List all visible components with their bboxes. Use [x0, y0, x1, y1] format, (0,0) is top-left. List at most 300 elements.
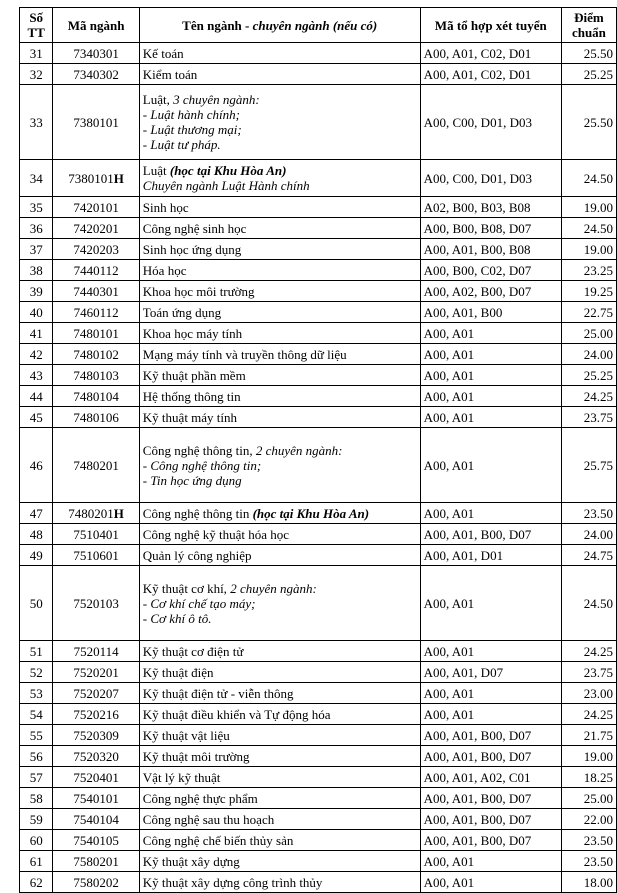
- code-text: 7480101: [73, 325, 119, 341]
- cell-code: [53, 260, 139, 281]
- cell-stt: [20, 545, 53, 566]
- name-line: [143, 443, 417, 458]
- cell-name: [139, 704, 420, 725]
- score-text: 22.00: [583, 811, 613, 827]
- name-count: 3 chuyên ngành:: [173, 92, 260, 107]
- name-main: Công nghệ kỹ thuật hóa học: [142, 526, 290, 542]
- score-text: 23.25: [583, 262, 613, 278]
- name-main: Quản lý công nghiệp: [142, 547, 252, 563]
- cell-code: [53, 281, 139, 302]
- stt-text: 36: [29, 220, 43, 236]
- cell-combo: [420, 428, 561, 503]
- cell-code: [53, 428, 139, 503]
- cell-stt: [20, 872, 53, 893]
- name-main: Kỹ thuật điện: [142, 664, 214, 680]
- stt-text: 45: [29, 409, 43, 425]
- table-row: [20, 365, 617, 386]
- name-sub-line: - Cơ khí ô tô.: [142, 610, 212, 626]
- combo-text: A00, A01, B00, D07: [423, 832, 532, 848]
- cell-combo: [420, 239, 561, 260]
- cell-stt: [20, 566, 53, 641]
- table-row: [20, 545, 617, 566]
- cell-score: [561, 683, 616, 704]
- cell-code: [53, 85, 139, 160]
- cell-stt: [20, 683, 53, 704]
- code-suffix: H: [113, 170, 124, 186]
- cell-combo: [420, 566, 561, 641]
- cell-code: [53, 365, 139, 386]
- name-sub-line: Chuyên ngành Luật Hành chính: [142, 178, 310, 193]
- cell-stt: [20, 428, 53, 503]
- cell-score: [561, 704, 616, 725]
- code-text: 7520320: [73, 748, 119, 764]
- cell-combo: [420, 218, 561, 239]
- table-row: [20, 407, 617, 428]
- cell-score: [561, 767, 616, 788]
- cell-code: [53, 641, 139, 662]
- code-text: 7510601: [73, 547, 119, 563]
- name-main: Khoa học môi trường: [142, 283, 255, 299]
- stt-text: 57: [29, 769, 43, 785]
- cell-stt: [20, 218, 53, 239]
- cell-combo: [420, 641, 561, 662]
- stt-text: 48: [29, 526, 43, 542]
- combo-text: A00, A01: [423, 874, 475, 890]
- table-row: [20, 524, 617, 545]
- stt-text: 43: [29, 367, 43, 383]
- cell-stt: [20, 43, 53, 64]
- score-text: 25.00: [583, 790, 613, 806]
- stt-text: 37: [29, 241, 43, 257]
- score-text: 19.00: [583, 241, 613, 257]
- cell-name: [139, 872, 420, 893]
- cell-code: [53, 239, 139, 260]
- cell-name: [139, 407, 420, 428]
- combo-text: A00, A01: [423, 367, 475, 383]
- name-main: Luật: [142, 163, 170, 178]
- cell-stt: [20, 524, 53, 545]
- name-campus: (học tại Khu Hòa An): [252, 505, 370, 521]
- cell-combo: [420, 365, 561, 386]
- header-stt: Số TT: [20, 8, 53, 43]
- cell-name: [139, 428, 420, 503]
- stt-text: 34: [29, 170, 43, 186]
- table-row: [20, 302, 617, 323]
- name-main: Kỹ thuật môi trường: [142, 748, 250, 764]
- cell-combo: [420, 809, 561, 830]
- cell-name: [139, 524, 420, 545]
- cell-score: [561, 428, 616, 503]
- cell-stt: [20, 851, 53, 872]
- cell-stt: [20, 281, 53, 302]
- name-main: Khoa học máy tính: [142, 325, 243, 341]
- cell-stt: [20, 302, 53, 323]
- cell-name: [139, 830, 420, 851]
- name-count: 2 chuyên ngành:: [255, 442, 343, 458]
- combo-text: A00, C00, D01, D03: [423, 170, 532, 186]
- stt-text: 49: [29, 547, 43, 563]
- cell-score: [561, 239, 616, 260]
- code-text: 7480103: [73, 367, 119, 383]
- score-text: 23.50: [583, 505, 613, 521]
- code-text: 7520216: [73, 706, 119, 722]
- name-main: Mạng máy tính và truyền thông dữ liệu: [142, 346, 347, 362]
- cell-code: [53, 302, 139, 323]
- cell-stt: [20, 503, 53, 524]
- score-text: 24.25: [583, 643, 613, 659]
- score-text: 24.50: [583, 220, 613, 236]
- table-row: [20, 428, 617, 503]
- name-main: Vật lý kỹ thuật: [142, 769, 221, 785]
- cell-score: [561, 407, 616, 428]
- score-text: 24.00: [583, 526, 613, 542]
- cell-name: [139, 218, 420, 239]
- cell-stt: [20, 641, 53, 662]
- name-sub-line: - Tin học ứng dụng: [142, 472, 242, 488]
- cell-score: [561, 302, 616, 323]
- name-main: Luật,: [142, 92, 174, 107]
- code-text: 7440112: [73, 262, 119, 278]
- score-text: 24.75: [583, 547, 613, 563]
- cell-name: [139, 302, 420, 323]
- name-main: Kỹ thuật điện tử - viễn thông: [142, 685, 294, 701]
- cell-score: [561, 281, 616, 302]
- score-text: 18.00: [583, 874, 613, 890]
- stt-text: 33: [29, 114, 43, 130]
- cell-score: [561, 386, 616, 407]
- cell-name: [139, 239, 420, 260]
- cell-combo: [420, 43, 561, 64]
- score-text: 23.50: [583, 832, 613, 848]
- cell-combo: [420, 662, 561, 683]
- cell-code: [53, 503, 139, 524]
- header-code: Mã ngành: [53, 8, 139, 43]
- combo-text: A00, A01, D07: [423, 664, 504, 680]
- cell-name: [139, 503, 420, 524]
- combo-text: A00, A01: [423, 505, 475, 521]
- table-row: [20, 662, 617, 683]
- score-text: 25.25: [583, 66, 613, 82]
- table-row: [20, 704, 617, 725]
- score-text: 25.50: [583, 114, 613, 130]
- cell-score: [561, 85, 616, 160]
- table-row: [20, 218, 617, 239]
- cell-code: [53, 704, 139, 725]
- cell-combo: [420, 407, 561, 428]
- cell-name: [139, 344, 420, 365]
- stt-text: 38: [29, 262, 43, 278]
- code-text: 7440301: [73, 283, 119, 299]
- cell-combo: [420, 302, 561, 323]
- name-main: Sinh học ứng dụng: [142, 241, 242, 257]
- admission-score-table: [19, 7, 617, 893]
- cell-stt: [20, 830, 53, 851]
- stt-text: 58: [29, 790, 43, 806]
- score-text: 25.50: [583, 45, 613, 61]
- stt-text: 41: [29, 325, 43, 341]
- cell-score: [561, 641, 616, 662]
- cell-code: [53, 160, 139, 197]
- cell-combo: [420, 683, 561, 704]
- cell-code: [53, 43, 139, 64]
- code-text: 7520207: [73, 685, 119, 701]
- cell-name: [139, 788, 420, 809]
- name-sub-line: - Luật tư pháp.: [142, 137, 221, 152]
- table-row: [20, 260, 617, 281]
- name-main: Kiểm toán: [142, 66, 198, 82]
- name-main: Kế toán: [142, 45, 184, 61]
- table-row: [20, 566, 617, 641]
- cell-score: [561, 160, 616, 197]
- cell-combo: [420, 281, 561, 302]
- code-text: 7520103: [73, 595, 119, 611]
- table-row: [20, 641, 617, 662]
- cell-stt: [20, 809, 53, 830]
- cell-combo: [420, 830, 561, 851]
- score-text: 23.75: [583, 664, 613, 680]
- cell-stt: [20, 344, 53, 365]
- cell-code: [53, 767, 139, 788]
- cell-code: [53, 566, 139, 641]
- cell-name: [139, 281, 420, 302]
- cell-name: [139, 160, 420, 197]
- cell-code: [53, 407, 139, 428]
- name-line: [143, 163, 417, 178]
- code-text: 7580202: [73, 874, 119, 890]
- combo-text: A00, A01, C02, D01: [423, 66, 532, 82]
- cell-code: [53, 197, 139, 218]
- cell-score: [561, 746, 616, 767]
- cell-score: [561, 566, 616, 641]
- combo-text: A00, B00, C02, D07: [423, 262, 532, 278]
- combo-text: A00, A01: [423, 595, 475, 611]
- cell-stt: [20, 239, 53, 260]
- combo-text: A00, A01, B00, D07: [423, 748, 532, 764]
- name-main: Kỹ thuật xây dựng: [142, 853, 240, 869]
- combo-text: A00, C00, D01, D03: [423, 114, 532, 130]
- cell-stt: [20, 85, 53, 160]
- code-text: 7540104: [73, 811, 119, 827]
- header-combo: Mã tổ hợp xét tuyển: [420, 8, 561, 43]
- cell-combo: [420, 64, 561, 85]
- name-sub-line: - Công nghệ thông tin;: [142, 457, 262, 473]
- combo-text: A00, A01: [423, 685, 475, 701]
- code-text: 7420203: [73, 241, 119, 257]
- score-text: 23.00: [583, 685, 613, 701]
- name-campus: (học tại Khu Hòa An): [169, 163, 287, 178]
- name-line: [143, 581, 417, 596]
- combo-text: A00, A01, B00, D07: [423, 790, 532, 806]
- cell-code: [53, 323, 139, 344]
- cell-score: [561, 725, 616, 746]
- table-row: [20, 872, 617, 893]
- cell-score: [561, 365, 616, 386]
- combo-text: A00, A01: [423, 643, 475, 659]
- name-sub-line: - Cơ khí chế tạo máy;: [142, 595, 256, 611]
- name-main: Toán ứng dụng: [142, 304, 222, 320]
- name-main: Công nghệ thực phẩm: [142, 790, 258, 806]
- cell-score: [561, 218, 616, 239]
- cell-name: [139, 43, 420, 64]
- code-text: 7340301: [73, 45, 119, 61]
- cell-combo: [420, 725, 561, 746]
- stt-text: 62: [29, 874, 43, 890]
- cell-code: [53, 545, 139, 566]
- cell-combo: [420, 386, 561, 407]
- code-text: 7420201: [73, 220, 119, 236]
- cell-combo: [420, 704, 561, 725]
- code-suffix: H: [113, 505, 124, 521]
- stt-text: 32: [29, 66, 43, 82]
- name-main: Sinh học: [142, 199, 189, 215]
- cell-code: [53, 344, 139, 365]
- score-text: 24.25: [583, 388, 613, 404]
- cell-score: [561, 503, 616, 524]
- code-text: 7580201: [73, 853, 119, 869]
- code-text: 7520201: [73, 664, 119, 680]
- cell-combo: [420, 160, 561, 197]
- name-main: Hóa học: [142, 262, 187, 278]
- cell-code: [53, 683, 139, 704]
- cell-score: [561, 344, 616, 365]
- score-text: 24.50: [583, 595, 613, 611]
- cell-code: [53, 218, 139, 239]
- cell-stt: [20, 662, 53, 683]
- code-text: 7420101: [73, 199, 119, 215]
- name-count: 2 chuyên ngành:: [230, 580, 317, 596]
- score-text: 19.00: [583, 199, 613, 215]
- cell-score: [561, 197, 616, 218]
- cell-combo: [420, 524, 561, 545]
- cell-name: [139, 851, 420, 872]
- header-score: Điểm chuẩn: [561, 8, 616, 43]
- combo-text: A00, A01: [423, 388, 475, 404]
- cell-combo: [420, 746, 561, 767]
- cell-code: [53, 872, 139, 893]
- table-row: [20, 767, 617, 788]
- cell-score: [561, 260, 616, 281]
- cell-stt: [20, 746, 53, 767]
- name-main: Công nghệ thông tin: [142, 505, 253, 521]
- code-text: 7520309: [73, 727, 119, 743]
- combo-text: A00, A01: [423, 409, 475, 425]
- cell-name: [139, 662, 420, 683]
- cell-name: [139, 545, 420, 566]
- table-row: [20, 725, 617, 746]
- combo-text: A00, A01: [423, 853, 475, 869]
- stt-text: 51: [29, 643, 43, 659]
- cell-combo: [420, 545, 561, 566]
- name-sub-line: - Luật hành chính;: [142, 107, 240, 122]
- score-text: 24.00: [583, 346, 613, 362]
- stt-text: 60: [29, 832, 43, 848]
- score-text: 25.75: [583, 457, 613, 473]
- cell-name: [139, 85, 420, 160]
- combo-text: A00, A01, B00, D07: [423, 526, 532, 542]
- cell-name: [139, 386, 420, 407]
- cell-score: [561, 872, 616, 893]
- cell-code: [53, 386, 139, 407]
- cell-code: [53, 809, 139, 830]
- table-row: [20, 851, 617, 872]
- cell-combo: [420, 788, 561, 809]
- code-text: 7480102: [73, 346, 119, 362]
- table-row: [20, 788, 617, 809]
- cell-stt: [20, 788, 53, 809]
- table-row: [20, 344, 617, 365]
- code-text: 7460112: [73, 304, 119, 320]
- score-text: 23.75: [583, 409, 613, 425]
- stt-text: 54: [29, 706, 43, 722]
- cell-name: [139, 365, 420, 386]
- cell-score: [561, 43, 616, 64]
- cell-combo: [420, 767, 561, 788]
- combo-text: A00, B00, B08, D07: [423, 220, 532, 236]
- combo-text: A02, B00, B03, B08: [423, 199, 531, 215]
- name-main: Công nghệ sau thu hoạch: [142, 811, 275, 827]
- cell-code: [53, 662, 139, 683]
- table-row: [20, 43, 617, 64]
- name-main: Kỹ thuật máy tính: [142, 409, 238, 425]
- cell-stt: [20, 323, 53, 344]
- table-row: [20, 281, 617, 302]
- combo-text: A00, A01, A02, C01: [423, 769, 531, 785]
- table-row: [20, 746, 617, 767]
- cell-score: [561, 524, 616, 545]
- table-row: [20, 323, 617, 344]
- table-row: [20, 830, 617, 851]
- cell-name: [139, 566, 420, 641]
- name-main: Kỹ thuật phần mềm: [142, 367, 246, 383]
- table-row: [20, 239, 617, 260]
- score-text: 24.25: [583, 706, 613, 722]
- name-main: Kỹ thuật điều khiển và Tự động hóa: [142, 706, 331, 722]
- cell-stt: [20, 197, 53, 218]
- cell-stt: [20, 64, 53, 85]
- table-row: [20, 503, 617, 524]
- combo-text: A00, A02, B00, D07: [423, 283, 532, 299]
- cell-stt: [20, 407, 53, 428]
- code-text: 7480106: [73, 409, 119, 425]
- cell-name: [139, 725, 420, 746]
- cell-name: [139, 64, 420, 85]
- score-text: 19.00: [583, 748, 613, 764]
- code-text: 7480201: [73, 457, 119, 473]
- code-text: 7520114: [73, 643, 119, 659]
- stt-text: 61: [29, 853, 43, 869]
- cell-code: [53, 725, 139, 746]
- cell-combo: [420, 260, 561, 281]
- score-text: 23.50: [583, 853, 613, 869]
- cell-combo: [420, 503, 561, 524]
- name-main: Công nghệ chế biến thủy sản: [142, 832, 294, 848]
- score-text: 25.25: [583, 367, 613, 383]
- code-text: 7540105: [73, 832, 119, 848]
- header-row: [20, 8, 617, 43]
- name-sub-line: - Luật thương mại;: [142, 122, 242, 137]
- stt-text: 40: [29, 304, 43, 320]
- combo-text: A00, A01: [423, 325, 475, 341]
- combo-text: A00, A01: [423, 457, 475, 473]
- combo-text: A00, A01, C02, D01: [423, 45, 532, 61]
- combo-text: A00, A01, B00, D07: [423, 811, 532, 827]
- table-row: [20, 197, 617, 218]
- stt-text: 39: [29, 283, 43, 299]
- cell-stt: [20, 767, 53, 788]
- stt-text: 44: [29, 388, 43, 404]
- stt-text: 47: [29, 505, 43, 521]
- header-name: Tên ngành - chuyên ngành (nếu có): [139, 8, 420, 43]
